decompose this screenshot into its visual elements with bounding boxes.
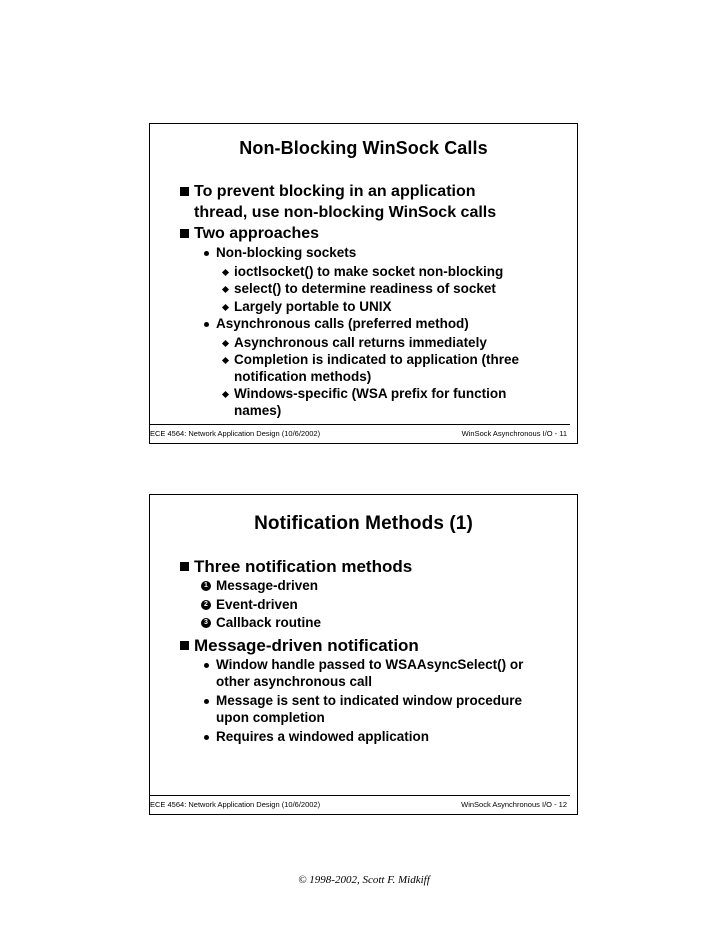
diamond-bullet-icon: [222, 339, 229, 346]
numbered-text: Message-driven: [216, 578, 319, 593]
sub-bullet-text: Non-blocking sockets: [216, 245, 357, 260]
footer-course: ECE 4564: Network Application Design (10/6/2002): [150, 429, 321, 438]
sub-sub-bullet-text: notification methods): [234, 368, 372, 384]
slide-title: Notification Methods (1): [254, 513, 473, 534]
dot-bullet-icon: [204, 663, 209, 668]
sub-sub-bullet-text: select() to determine readiness of socket: [234, 281, 496, 296]
bullet-text: To prevent blocking in an application: [194, 183, 476, 200]
sub-sub-bullet-text: Asynchronous call returns immediately: [234, 334, 487, 350]
numbered-item: [150, 615, 577, 632]
bullet-item: [150, 224, 577, 243]
bullet-item: [150, 557, 577, 576]
numbered-text: Event-driven: [216, 596, 298, 612]
numbered-text: Callback routine: [216, 615, 322, 630]
sub-bullet-continuation: [150, 710, 577, 727]
sub-sub-bullet-item: [150, 264, 577, 281]
sub-sub-bullet-continuation: [150, 369, 577, 386]
sub-sub-bullet-item: [150, 281, 577, 298]
sub-sub-bullet-text: ioctlsocket() to make socket non-blocking: [234, 263, 504, 279]
numbered-item: [150, 597, 577, 614]
sub-bullet-item: [150, 316, 577, 333]
square-bullet-icon: [180, 187, 189, 196]
diamond-bullet-icon: [222, 286, 229, 293]
diamond-bullet-icon: [222, 268, 229, 275]
sub-sub-bullet-continuation: [150, 403, 577, 420]
sub-sub-bullet-text: Windows-specific (WSA prefix for function: [234, 386, 507, 401]
footer-page: WinSock Asynchronous I/O - 12: [461, 800, 567, 809]
dot-bullet-icon: [204, 251, 209, 256]
bullet-item: [150, 636, 577, 655]
bullet-item: [150, 182, 577, 201]
sub-bullet-continuation: [150, 674, 577, 691]
copyright-notice: © 1998-2002, Scott F. Midkiff: [298, 874, 430, 886]
bullet-text: Message-driven notification: [194, 635, 419, 655]
square-bullet-icon: [180, 641, 189, 650]
sub-bullet-item: [150, 657, 577, 674]
sub-bullet-item: [150, 729, 577, 746]
sub-bullet-item: [150, 693, 577, 710]
numbered-item: [150, 578, 577, 595]
slide-12: [149, 494, 578, 815]
bullet-text: Three notification methods: [194, 557, 413, 576]
sub-sub-bullet-item: [150, 299, 577, 316]
sub-sub-bullet-text: names): [234, 402, 282, 418]
number-two-icon: 2: [201, 600, 211, 610]
sub-sub-bullet-text: Largely portable to UNIX: [234, 298, 392, 314]
bullet-text: thread, use non-blocking WinSock calls: [194, 204, 497, 221]
slide-footer: [150, 795, 570, 809]
sub-bullet-text: Requires a windowed application: [216, 728, 430, 744]
diamond-bullet-icon: [222, 391, 229, 398]
number-one-icon: 1: [201, 581, 211, 591]
footer-course: ECE 4564: Network Application Design (10/6/2002): [150, 800, 321, 809]
sub-bullet-text: Window handle passed to WSAAsyncSelect() or: [216, 656, 524, 672]
footer-page: WinSock Asynchronous I/O - 11: [461, 429, 567, 438]
sub-sub-bullet-text: Completion is indicated to application (three: [234, 352, 520, 367]
diamond-bullet-icon: [222, 303, 229, 310]
square-bullet-icon: [180, 562, 189, 571]
dot-bullet-icon: [204, 322, 209, 327]
square-bullet-icon: [180, 229, 189, 238]
sub-sub-bullet-item: [150, 386, 577, 403]
diamond-bullet-icon: [222, 357, 229, 364]
sub-bullet-item: [150, 245, 577, 262]
slide-title: Non-Blocking WinSock Calls: [239, 138, 488, 158]
slide-content: [150, 182, 577, 420]
sub-bullet-text: Asynchronous calls (preferred method): [216, 316, 469, 331]
slide-content: [150, 557, 577, 747]
dot-bullet-icon: [204, 735, 209, 740]
sub-bullet-text: Message is sent to indicated window procedure: [216, 692, 523, 708]
dot-bullet-icon: [204, 699, 209, 704]
sub-sub-bullet-item: [150, 352, 577, 369]
sub-sub-bullet-item: [150, 335, 577, 352]
sub-bullet-text: other asynchronous call: [216, 674, 373, 689]
sub-bullet-text: upon completion: [216, 710, 325, 725]
bullet-text: Two approaches: [194, 225, 320, 242]
slide-11: [149, 123, 578, 444]
bullet-item-continuation: [150, 203, 577, 222]
number-three-icon: 3: [201, 618, 211, 628]
slide-footer: [150, 424, 570, 438]
